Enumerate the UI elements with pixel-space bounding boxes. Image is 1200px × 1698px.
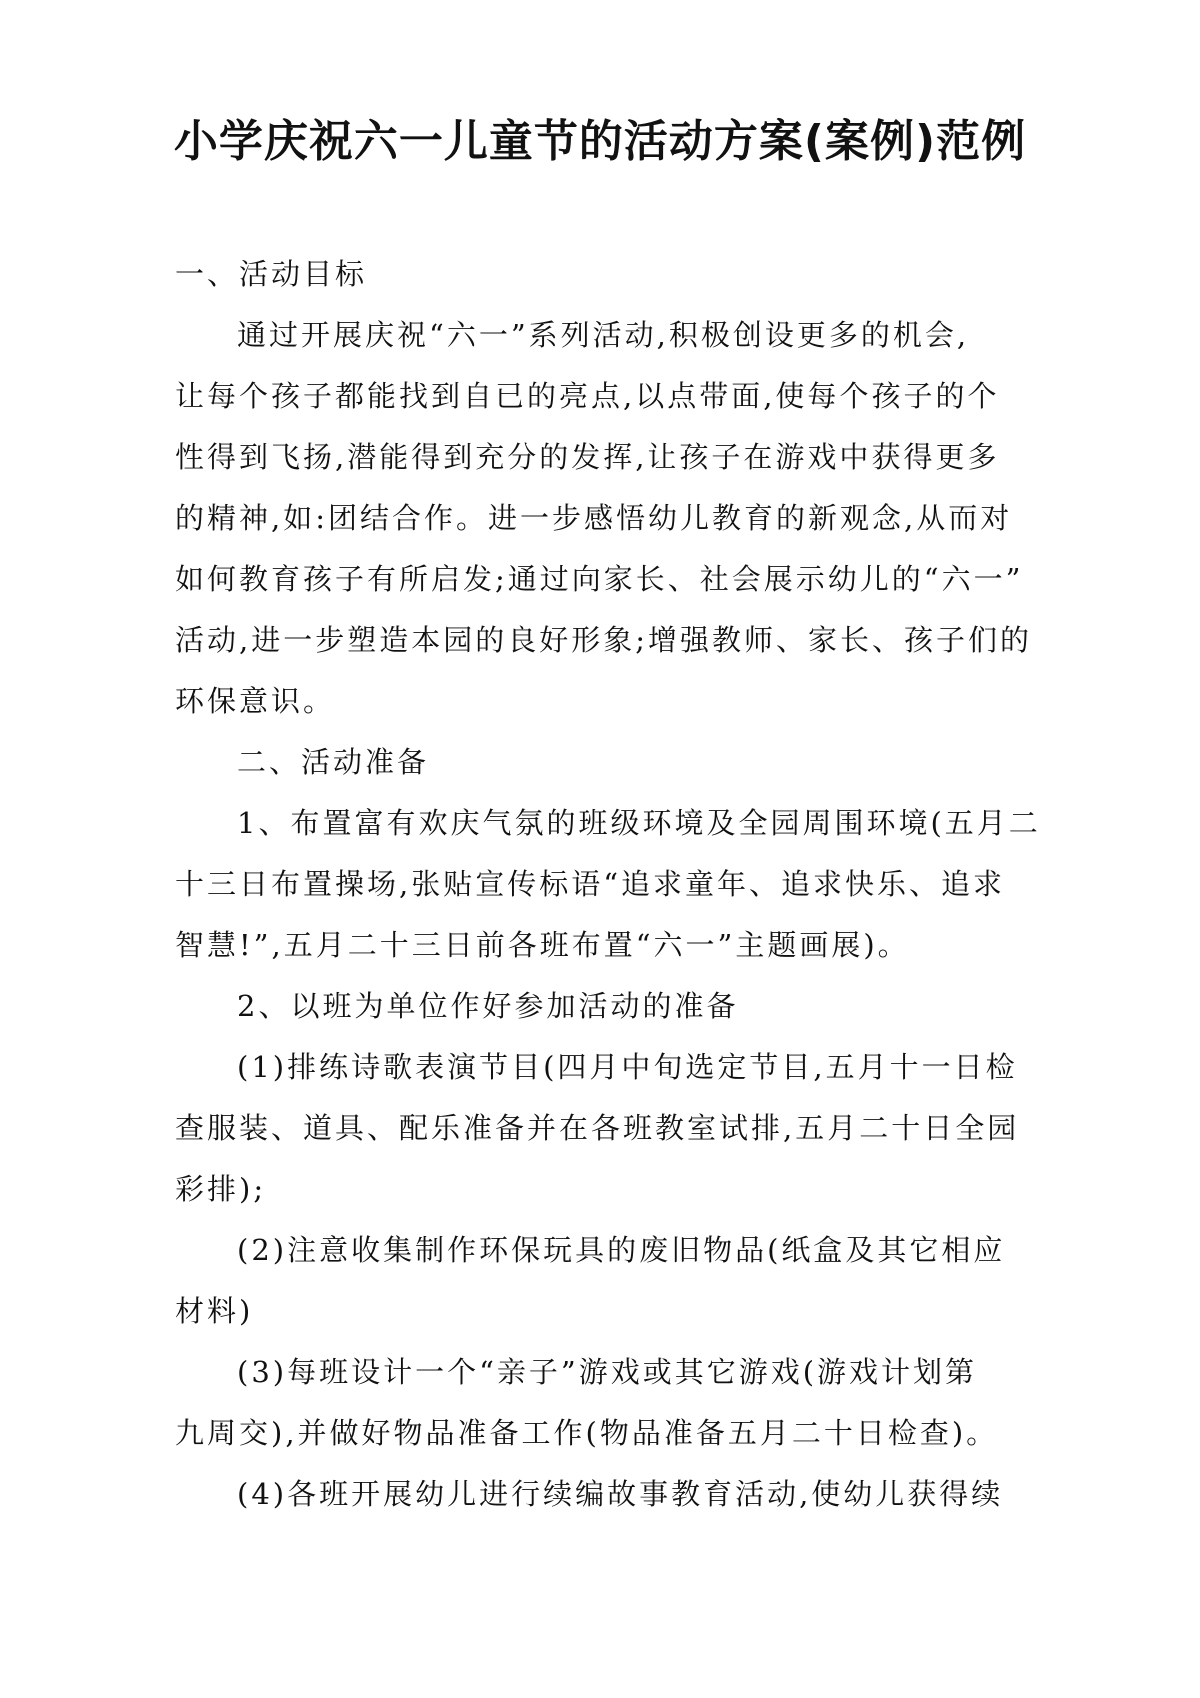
sub-item-line: 查服装、道具、配乐准备并在各班教室试排,五月二十日全园 (175, 1111, 1020, 1145)
list-item-line: 2、以班为单位作好参加活动的准备 (237, 989, 739, 1023)
list-item-line: 十三日布置操场,张贴宣传标语“追求童年、追求快乐、追求 (175, 867, 1006, 901)
paragraph-line: 的精神,如:团结合作。进一步感悟幼儿教育的新观念,从而对 (175, 501, 1013, 535)
sub-item-line: 九周交),并做好物品准备工作(物品准备五月二十日检查)。 (175, 1416, 999, 1450)
list-item-line: 智慧!”,五月二十三日前各班布置“六一”主题画展)。 (175, 928, 910, 962)
document-body (175, 244, 1045, 1525)
sub-item-line: 彩排); (175, 1172, 267, 1206)
sub-item-line: (4)各班开展幼儿进行续编故事教育活动,使幼儿获得续 (237, 1477, 1004, 1511)
paragraph-line: 环保意识。 (175, 684, 336, 718)
list-item-line: 1、布置富有欢庆气氛的班级环境及全园周围环境(五月二 (237, 806, 1041, 840)
sub-item-line: (2)注意收集制作环保玩具的废旧物品(纸盒及其它相应 (237, 1233, 1006, 1267)
paragraph-line: 通过开展庆祝“六一”系列活动,积极创设更多的机会, (237, 318, 970, 352)
paragraph-line: 让每个孩子都能找到自已的亮点,以点带面,使每个孩子的个 (175, 379, 1000, 413)
paragraph-line: 活动,进一步塑造本园的良好形象;增强教师、家长、孩子们的 (175, 623, 1032, 657)
sub-item-line: (1)排练诗歌表演节目(四月中旬选定节目,五月十一日检 (237, 1050, 1018, 1084)
paragraph-line: 如何教育孩子有所启发;通过向家长、社会展示幼儿的“六一” (175, 562, 1024, 596)
section-heading-preparation: 二、活动准备 (237, 745, 430, 779)
document-title: 小学庆祝六一儿童节的活动方案(案例)范例 (173, 116, 1027, 167)
sub-item-line: (3)每班设计一个“亲子”游戏或其它游戏(游戏计划第 (237, 1355, 978, 1389)
paragraph-line: 性得到飞扬,潜能得到充分的发挥,让孩子在游戏中获得更多 (175, 440, 1000, 474)
section-heading-goals: 一、活动目标 (175, 257, 368, 291)
sub-item-line: 材料) (175, 1294, 254, 1328)
